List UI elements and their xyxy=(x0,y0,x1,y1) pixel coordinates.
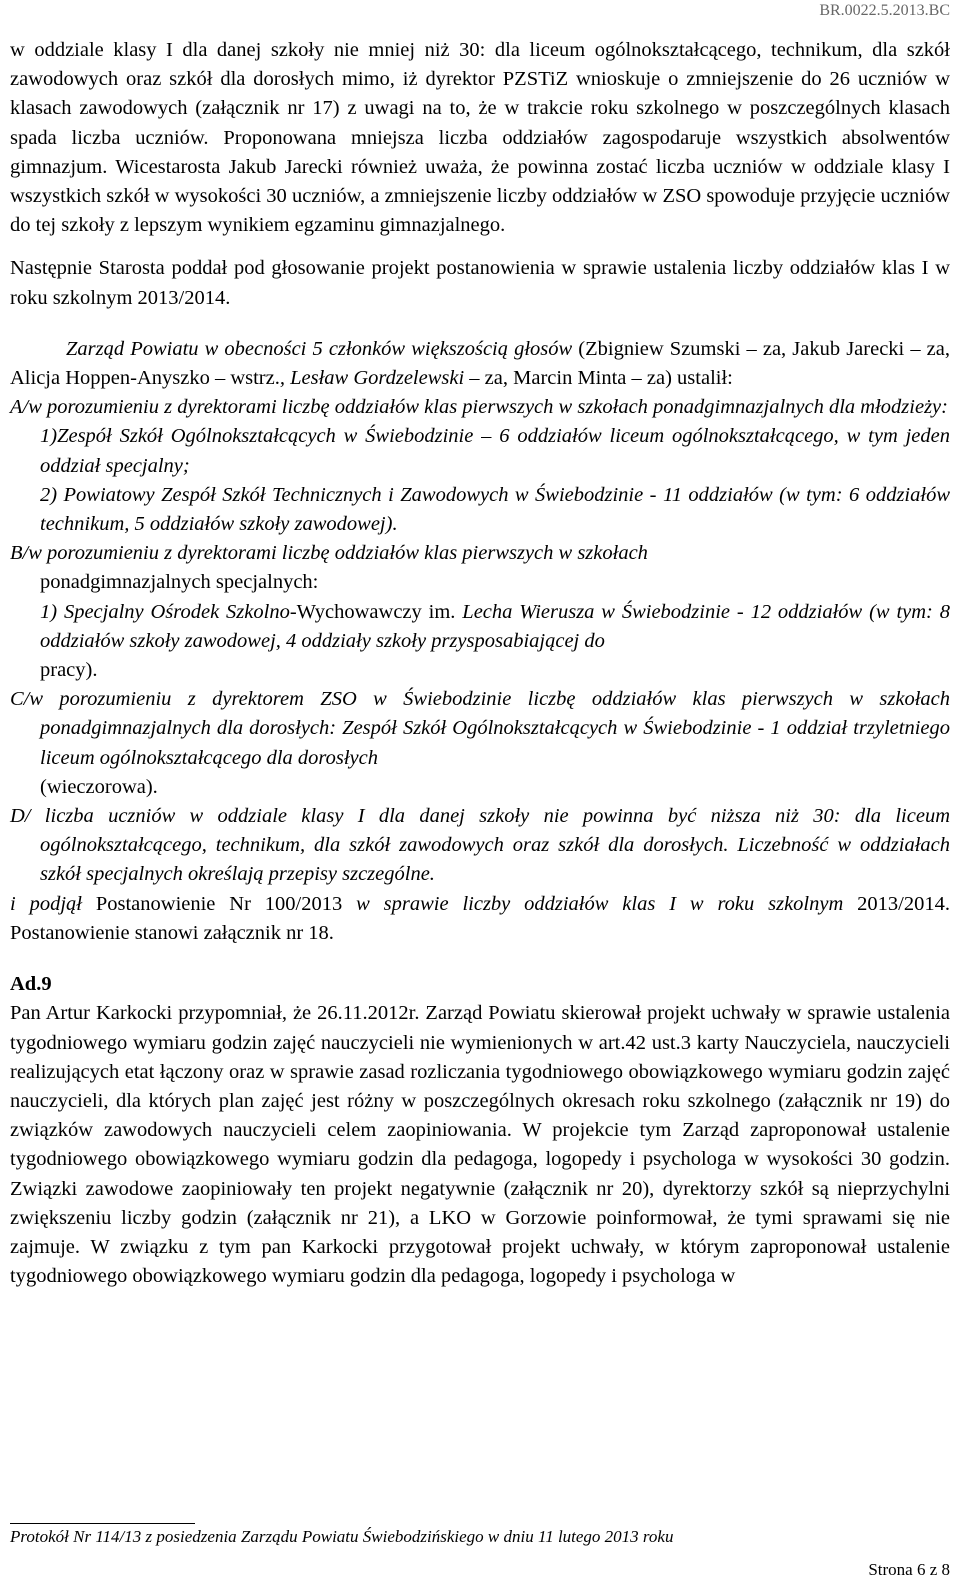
agenda-item-heading: Ad.9 xyxy=(10,973,52,996)
vote-list: (Zbigniew Szumski – za, Jakub Jarecki – za, Alicja Hoppen-Anyszko – wstrz. xyxy=(10,337,951,390)
section-b-item-1: 1) Specjalny Ośrodek Szkolno-Wychowawczy im. Lecha Wierusza w Świebodzinie - 12 oddziałów (w tym: 8 oddziałów szkoły zawodowej, 4 oddziały szkoły przysposabiającej do xyxy=(40,600,950,652)
vote-list-end: – za, Marcin Minta – za) ustalił: xyxy=(464,367,733,390)
footer-protocol: Protokół Nr 114/13 z posiedzenia Zarządu Powiatu Świebodzińskiego w dniu 11 lutego 2013 roku xyxy=(10,1527,674,1546)
paragraph-vote-intro: Następnie Starosta poddał pod głosowanie projekt postanowienia w sprawie ustalenia liczby oddziałów klas I w roku szkolnym 2013/2014. xyxy=(10,257,950,309)
section-b-heading: B/w porozumieniu z dyrektorami liczbę oddziałów klas pierwszych w szkołach xyxy=(10,542,648,565)
section-d: D/ liczba uczniów w oddziale klasy I dla danej szkoły nie powinna być niższa niż 30: dla liceum ogólnokształcącego, technikum, dla szkół zawodowych oraz szkół dla dorosłych. Liczebność w oddziałach szkół specjalnych określają przepisy szczególne. xyxy=(10,805,950,886)
section-b-item-1-end: pracy). xyxy=(40,659,98,682)
page-number: Strona 6 z 8 xyxy=(868,1560,950,1579)
paragraph-resolution: i podjął Postanowienie Nr 100/2013 w sprawie liczby oddziałów klas I w roku szkolnym 2013/2014. Postanowienie stanowi załącznik nr 18. xyxy=(10,892,950,944)
section-c-end: (wieczorowa). xyxy=(40,775,158,798)
footer-divider xyxy=(10,1523,195,1524)
vote-name-italic: , Lesław Gordzelewski xyxy=(279,367,465,390)
paragraph-board-decision xyxy=(10,335,950,393)
section-b-heading-cont: ponadgimnazjalnych specjalnych: xyxy=(40,571,319,594)
document-code: BR.0022.5.2013.BC xyxy=(819,2,950,19)
section-c: C/w porozumieniu z dyrektorem ZSO w Świebodzinie liczbę oddziałów klas pierwszych w szkołach ponadgimnazjalnych dla dorosłych: Zespół Szkół Ogólnokształcących w Świebodzinie - 1 oddział trzyletniego liceum ogólnokształcącego dla dorosłych xyxy=(10,688,950,769)
section-a-heading: A/w porozumieniu z dyrektorami liczbę oddziałów klas pierwszych w szkołach ponadgimnazjalnych dla młodzieży: xyxy=(10,396,948,419)
section-a-item-1: 1)Zespół Szkół Ogólnokształcących w Świebodzinie – 6 oddziałów liceum ogólnokształcącego, w tym jeden oddział specjalny; xyxy=(40,425,950,477)
paragraph-continuation: w oddziale klasy I dla danej szkoły nie mniej niż 30: dla liceum ogólnokształcącego, technikum, dla szkół zawodowych oraz szkół dla dorosłych mimo, iż dyrektor PZSTiZ wnioskuje o zmniejszenie do 26 uczniów w klasach zawodowych (załącznik nr 17) z uwagi na to, że w trakcie roku szkolnego w poszczególnych klasach spada liczba uczniów. Proponowana mniejsza liczba oddziałów zagospodaruje wszystkich absolwentów gimnazjum. Wicestarosta Jakub Jarecki również uważa, że powinna zostać liczba uczniów w oddziale klasy I wszystkich szkół w wysokości 30 uczniów, a zmniejszenie liczby oddziałów w ZSO spowoduje przyjęcie uczniów do tej szkoły z lepszym wynikiem egzaminu gimnazjalnego. xyxy=(10,39,950,237)
paragraph-item-9: Pan Artur Karkocki przypomniał, że 26.11.2012r. Zarząd Powiatu skierował projekt uchwały w sprawie ustalenia tygodniowego wymiaru godzin zajęć nauczycieli nie wymienionych w art.42 ust.3 karty Nauczyciela, nauczycieli realizujących etat łączony oraz w sprawie zasad rozliczania tygodniowego obowiązkowego wymiaru godzin zajęć nauczycieli, dla których plan zajęć jest różny w poszczególnych okresach roku szkolnego (załącznik nr 19) do związków zawodowych nauczycieli celem zaopiniowania. W projekcie tym Zarząd zaproponował ustalenie tygodniowego obowiązkowego wymiaru godzin dla pedagoga, logopedy i psychologa w wysokości 30 godzin. Związki zawodowe zaopiniowały ten projekt negatywnie (załącznik nr 20), dyrektorzy szkół są nieprzychylni zwiększeniu liczby godzin (załącznik nr 21), a LKO w Gorzowie poinformował, że tymi sprawami się nie zajmuje. W związku z tym pan Karkocki przygotował projekt uchwały, w którym zaproponował ustalenie tygodniowego obowiązkowego wymiaru godzin dla pedagoga, logopedy i psychologa w xyxy=(10,1002,950,1288)
document-body xyxy=(10,36,950,1291)
section-a-item-2: 2) Powiatowy Zespół Szkół Technicznych i Zawodowych w Świebodzinie - 11 oddziałów (w tym: 6 oddziałów technikum, 5 oddziałów szkoły zawodowej). xyxy=(40,483,950,536)
decision-intro: Zarząd Powiatu w obecności 5 członków większością głosów xyxy=(66,337,573,360)
